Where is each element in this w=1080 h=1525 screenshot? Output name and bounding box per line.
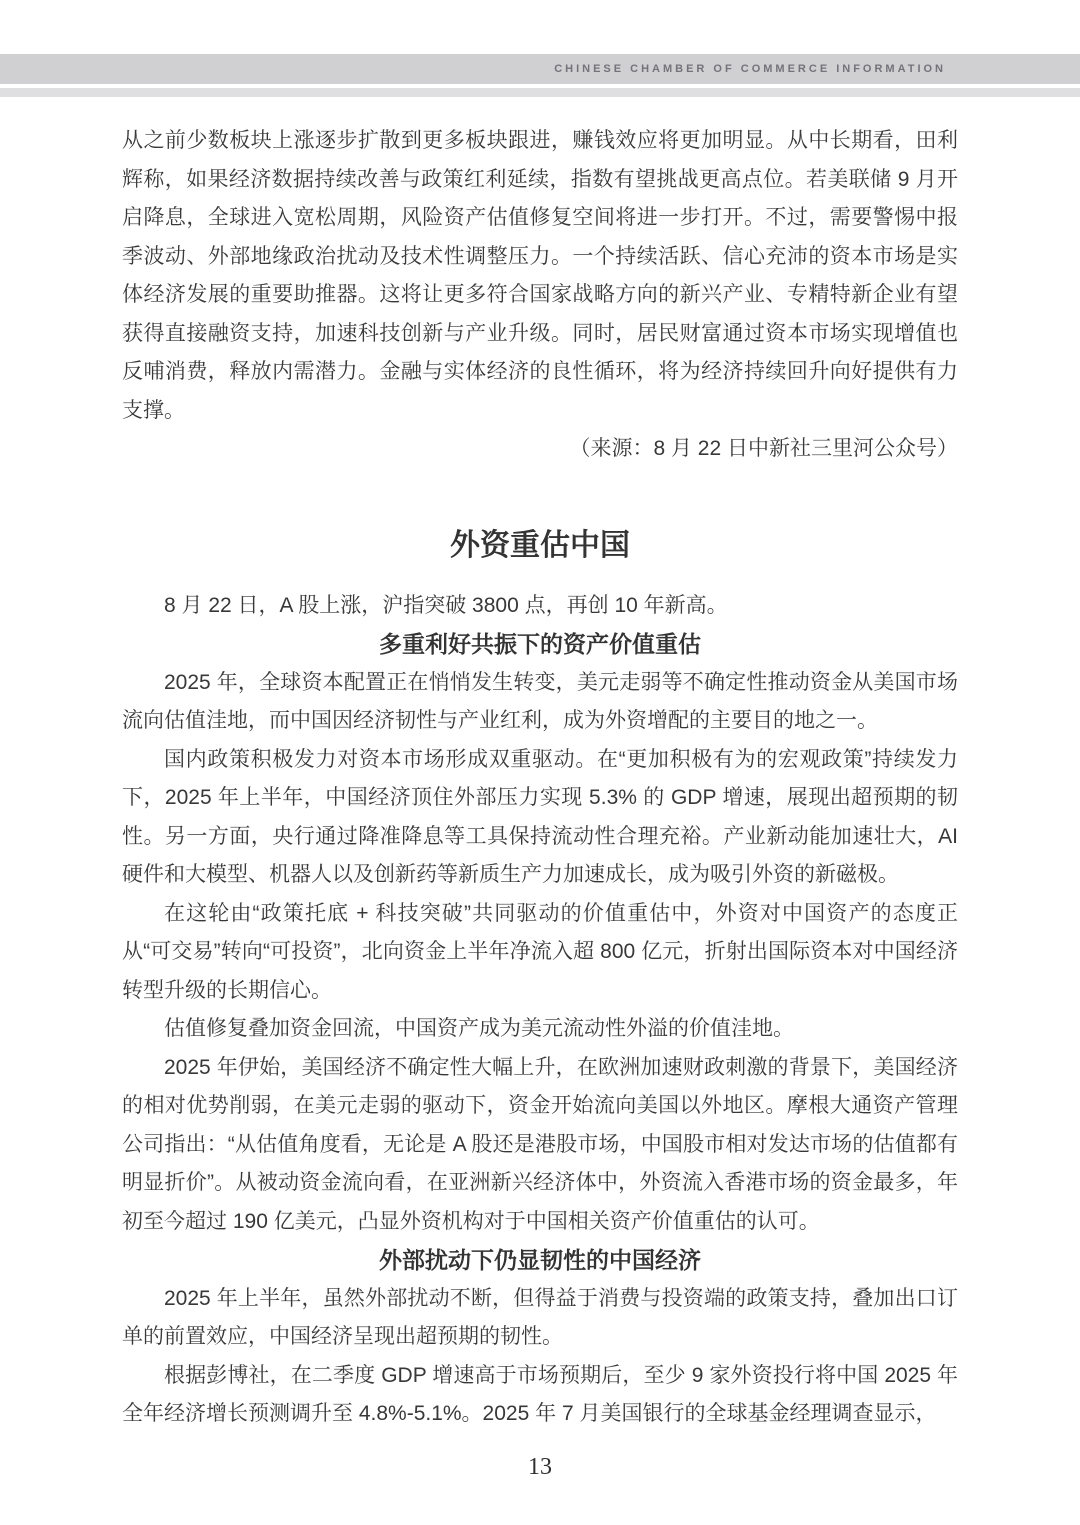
paragraph: 根据彭博社，在二季度 GDP 增速高于市场预期后，至少 9 家外资投行将中国 2025 年全年经济增长预测调升至 4.8%-5.1%。2025 年 7 月美国银行的全球基金经理调查显示， — [122, 1363, 958, 1425]
page-content — [122, 122, 958, 1434]
paragraph: 国内政策积极发力对资本市场形成双重驱动。在“更加积极有为的宏观政策”持续发力下，2025 年上半年，中国经济顶住外部压力实现 5.3% 的 GDP 增速，展现出超预期的韧性。另一方面，央行通过降准降息等工具保持流动性合理充裕。产业新动能加速壮大，AI 硬件和大模型、机器人以及创新药等新质生产力加速成长，成为吸引外资的新磁极。 — [122, 747, 958, 886]
article-title: 外资重估中国 — [450, 528, 630, 562]
header-band-thin — [0, 88, 1080, 97]
page-number: 13 — [528, 1454, 552, 1480]
previous-article-source: （来源：8 月 22 日中新社三里河公众号） — [569, 437, 958, 460]
paragraph: 估值修复叠加资金回流，中国资产成为美元流动性外溢的价值洼地。 — [164, 1017, 794, 1040]
paragraph: 2025 年上半年，虽然外部扰动不断，但得益于消费与投资端的政策支持，叠加出口订单的前置效应，中国经济呈现出超预期的韧性。 — [122, 1286, 958, 1348]
previous-article-body: 从之前少数板块上涨逐步扩散到更多板块跟进，赚钱效应将更加明显。从中长期看，田利辉称，如果经济数据持续改善与政策红利延续，指数有望挑战更高点位。若美联储 9 月开启降息，全球进入宽松周期，风险资产估值修复空间将进一步打开。不过，需要警惕中报季波动、外部地缘政治扰动及技术性调整压力。一个持续活跃、信心充沛的资本市场是实体经济发展的重要助推器。这将让更多符合国家战略方向的新兴产业、专精特新企业有望获得直接融资支持，加速科技创新与产业升级。同时，居民财富通过资本市场实现增值也反哺消费，释放内需潜力。金融与实体经济的良性循环，将为经济持续回升向好提供有力支撑。 — [122, 129, 958, 422]
article-lead-paragraph: 8 月 22 日，A 股上涨，沪指突破 3800 点，再创 10 年新高。 — [164, 593, 728, 617]
section-heading-asset-revaluation: 多重利好共振下的资产价值重估 — [379, 631, 701, 657]
header-band — [0, 54, 1080, 84]
paragraph: 2025 年伊始，美国经济不确定性大幅上升，在欧洲加速财政刺激的背景下，美国经济的相对优势削弱，在美元走弱的驱动下，资金开始流向美国以外地区。摩根大通资产管理公司指出：“从估值角度看，无论是 A 股还是港股市场，中国股市相对发达市场的估值都有明显折价”。从被动资金流向看，在亚洲新兴经济体中，外资流入香港市场的资金最多，年初至今超过 190 亿美元，凸显外资机构对于中国相关资产价值重估的认可。 — [122, 1055, 958, 1233]
paragraph: 2025 年，全球资本配置正在悄悄发生转变，美元走弱等不确定性推动资金从美国市场流向估值洼地，而中国因经济韧性与产业红利，成为外资增配的主要目的地之一。 — [122, 670, 958, 732]
header-banner-text: CHINESE CHAMBER OF COMMERCE INFORMATION — [554, 63, 946, 75]
paragraph: 在这轮由“政策托底 + 科技突破”共同驱动的价值重估中，外资对中国资产的态度正从“可交易”转向“可投资”，北向资金上半年净流入超 800 亿元，折射出国际资本对中国经济转型升级的长期信心。 — [122, 901, 958, 1002]
section-heading-resilient-economy: 外部扰动下仍显韧性的中国经济 — [379, 1247, 701, 1273]
